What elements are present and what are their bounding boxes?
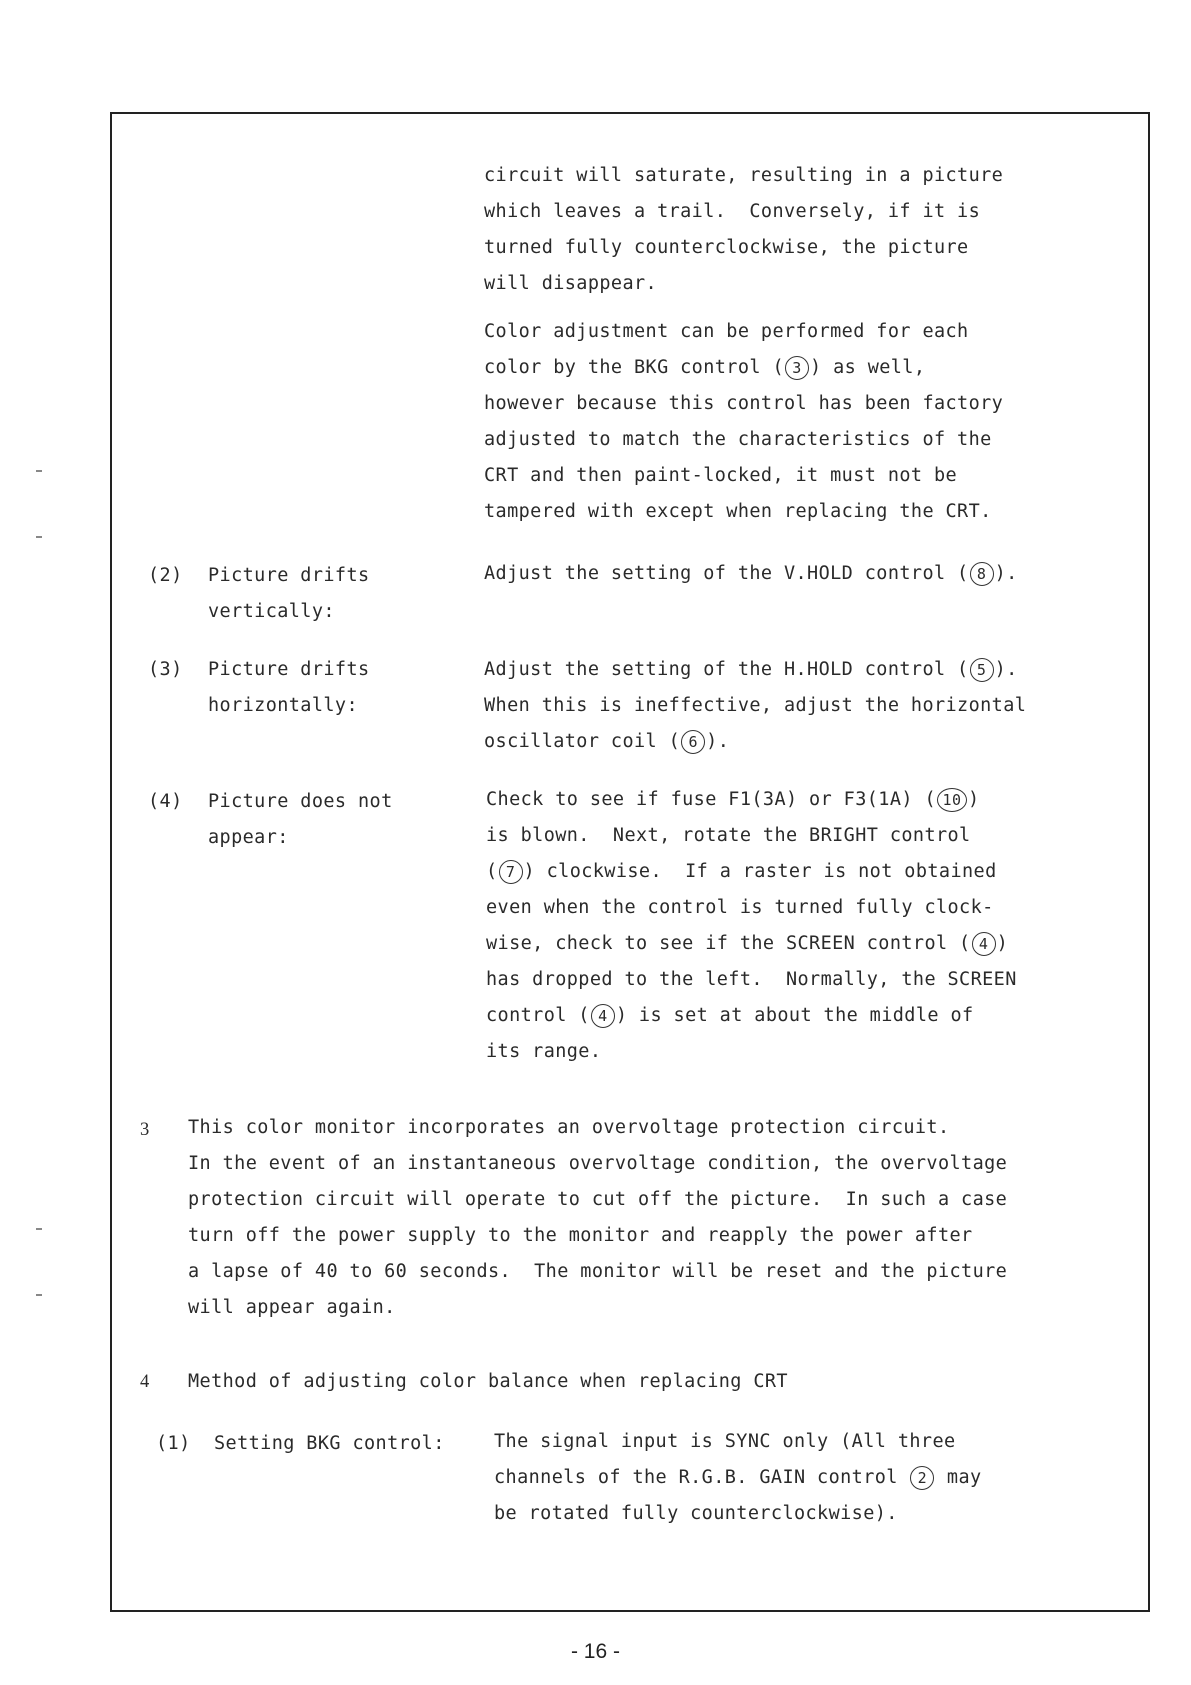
item-text-line: even when the control is turned fully clock- <box>486 897 994 918</box>
item-text-line: The signal input is SYNC only (All three <box>494 1431 956 1452</box>
item-number: (4) <box>148 791 183 812</box>
item-text-line: its range. <box>486 1041 602 1062</box>
circled-number-4: 4 <box>972 932 996 956</box>
item-text-line: control ( 4 ) is set at about the middle of <box>486 1005 974 1026</box>
item-number: (3) <box>148 659 183 680</box>
section3-line: a lapse of 40 to 60 seconds. The monitor will be reset and the picture <box>188 1261 1008 1282</box>
circled-number-5: 5 <box>970 658 994 682</box>
section3-line: will appear again. <box>188 1297 396 1318</box>
item4-label <box>208 784 393 856</box>
item3-text <box>484 652 1026 760</box>
bkg-note-line: color by the BKG control ( 3 ) as well, <box>484 357 926 378</box>
intro-line: turned fully counterclockwise, the picture <box>484 237 969 258</box>
section-number: 4 <box>140 1372 150 1392</box>
circled-number-2: 2 <box>910 1466 934 1490</box>
intro-paragraph <box>484 158 1003 302</box>
item-label-line: Picture does not <box>208 791 393 812</box>
item-label: Setting BKG control: <box>214 1433 445 1454</box>
section-number: 3 <box>140 1120 150 1140</box>
bkg-note-line: Color adjustment can be performed for each <box>484 321 969 342</box>
item-text-line: ( 7 ) clockwise. If a raster is not obtained <box>486 861 997 882</box>
bkg-note-line: tampered with except when replacing the CRT. <box>484 501 992 522</box>
item-number: (2) <box>148 565 183 586</box>
item2-text <box>484 556 1018 592</box>
section4-heading: Method of adjusting color balance when replacing CRT <box>188 1371 788 1392</box>
item-number: (1) <box>156 1433 191 1454</box>
item-text-line: is blown. Next, rotate the BRIGHT control <box>486 825 971 846</box>
scan-speck <box>36 470 42 472</box>
item-label-line: Picture drifts <box>208 659 370 680</box>
item-text-line: has dropped to the left. Normally, the SCREEN <box>486 969 1017 990</box>
item-text-line: wise, check to see if the SCREEN control ( 4 ) <box>486 933 1009 954</box>
circled-number-4: 4 <box>591 1004 615 1028</box>
item-text-line: be rotated fully counterclockwise). <box>494 1503 898 1524</box>
scan-speck <box>36 1294 42 1296</box>
circled-number-3: 3 <box>785 356 809 380</box>
item4-1-text <box>494 1424 982 1532</box>
item3-label <box>208 652 370 724</box>
section3-line: protection circuit will operate to cut off the picture. In such a case <box>188 1189 1008 1210</box>
circled-number-10: 10 <box>937 788 967 812</box>
intro-line: circuit will saturate, resulting in a picture <box>484 165 1004 186</box>
bkg-note-line: adjusted to match the characteristics of the <box>484 429 992 450</box>
circled-number-8: 8 <box>970 562 994 586</box>
item-label-line: vertically: <box>208 601 335 622</box>
intro-line: which leaves a trail. Conversely, if it is <box>484 201 981 222</box>
item-label-line: horizontally: <box>208 695 358 716</box>
item-label-line: Picture drifts <box>208 565 370 586</box>
section3-paragraph <box>188 1110 1007 1326</box>
bkg-note-line: CRT and then paint-locked, it must not be <box>484 465 958 486</box>
section3-line: In the event of an instantaneous overvoltage condition, the overvoltage <box>188 1153 1008 1174</box>
section3-line: turn off the power supply to the monitor and reapply the power after <box>188 1225 973 1246</box>
intro-line: will disappear. <box>484 273 658 294</box>
item2-label <box>208 558 370 630</box>
scan-speck <box>36 536 42 538</box>
scan-speck <box>36 1228 42 1230</box>
item-text-line: channels of the R.G.B. GAIN control 2 may <box>494 1467 982 1488</box>
circled-number-7: 7 <box>499 860 523 884</box>
item-text-line: Check to see if fuse F1(3A) or F3(1A) ( 10 ) <box>486 789 980 810</box>
item-label-line: appear: <box>208 827 289 848</box>
bkg-note-line: however because this control has been factory <box>484 393 1004 414</box>
item-text-line: Adjust the setting of the H.HOLD control ( 5 ). <box>484 659 1018 680</box>
section3-line: This color monitor incorporates an overvoltage protection circuit. <box>188 1117 950 1138</box>
item-text-line: Adjust the setting of the V.HOLD control ( 8 ). <box>484 563 1018 584</box>
item-text-line: oscillator coil ( 6 ). <box>484 731 730 752</box>
page-number: - 16 - <box>570 1640 620 1663</box>
circled-number-6: 6 <box>681 730 705 754</box>
item-text-line: When this is ineffective, adjust the horizontal <box>484 695 1027 716</box>
bkg-note-paragraph <box>484 314 1003 530</box>
item4-text <box>486 782 1017 1070</box>
